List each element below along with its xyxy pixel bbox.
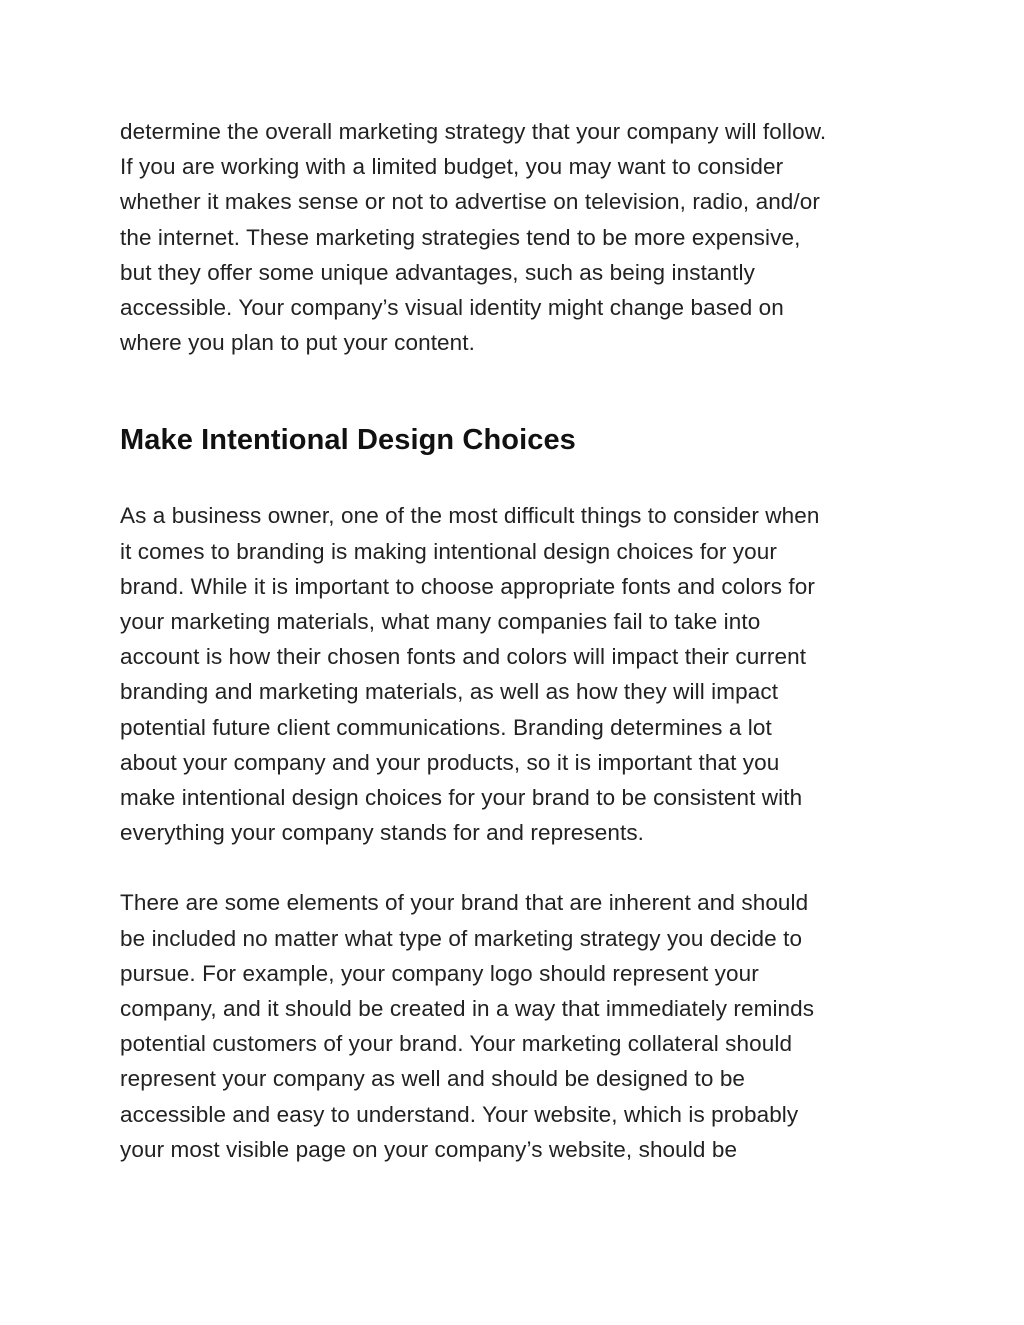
text-line: everything your company stands for and represents. bbox=[120, 820, 645, 846]
text-line: accessible and easy to understand. Your website, which is probably bbox=[120, 1101, 799, 1127]
body-paragraph bbox=[120, 498, 920, 850]
text-line: account is how their chosen fonts and colors will impact their current bbox=[120, 644, 807, 670]
body-paragraph bbox=[120, 885, 920, 1167]
text-line: company, and it should be created in a way that immediately reminds bbox=[120, 996, 815, 1022]
text-line: If you are working with a limited budget, you may want to consider bbox=[120, 154, 784, 180]
text-line: where you plan to put your content. bbox=[120, 330, 475, 356]
text-line: branding and marketing materials, as well as how they will impact bbox=[120, 679, 779, 705]
document-page bbox=[120, 114, 920, 1167]
text-line: the internet. These marketing strategies tend to be more expensive, bbox=[120, 224, 801, 250]
text-line: whether it makes sense or not to advertise on television, radio, and/or bbox=[120, 189, 820, 215]
text-line: accessible. Your company’s visual identity might change based on bbox=[120, 295, 784, 321]
text-line: determine the overall marketing strategy that your company will follow. bbox=[120, 119, 827, 144]
text-line: pursue. For example, your company logo should represent your bbox=[120, 960, 759, 986]
text-line: potential customers of your brand. Your marketing collateral should bbox=[120, 1031, 793, 1057]
text-line: it comes to branding is making intentional design choices for your bbox=[120, 538, 777, 564]
text-line: As a business owner, one of the most difficult things to consider when bbox=[120, 503, 820, 529]
text-line: but they offer some unique advantages, such as being instantly bbox=[120, 259, 755, 285]
section-heading: Make Intentional Design Choices bbox=[120, 424, 576, 457]
text-line: There are some elements of your brand that are inherent and should bbox=[120, 890, 809, 916]
text-line: make intentional design choices for your brand to be consistent with bbox=[120, 785, 803, 811]
text-line: be included no matter what type of marketing strategy you decide to bbox=[120, 925, 803, 951]
text-line: your most visible page on your company’s website, should be bbox=[120, 1136, 738, 1162]
text-line: your marketing materials, what many companies fail to take into bbox=[120, 609, 761, 635]
text-line: brand. While it is important to choose appropriate fonts and colors for bbox=[120, 573, 815, 599]
text-line: about your company and your products, so it is important that you bbox=[120, 749, 780, 775]
text-line: represent your company as well and should be designed to be bbox=[120, 1066, 746, 1092]
intro-paragraph bbox=[120, 114, 920, 360]
text-line: potential future client communications. Branding determines a lot bbox=[120, 714, 772, 740]
